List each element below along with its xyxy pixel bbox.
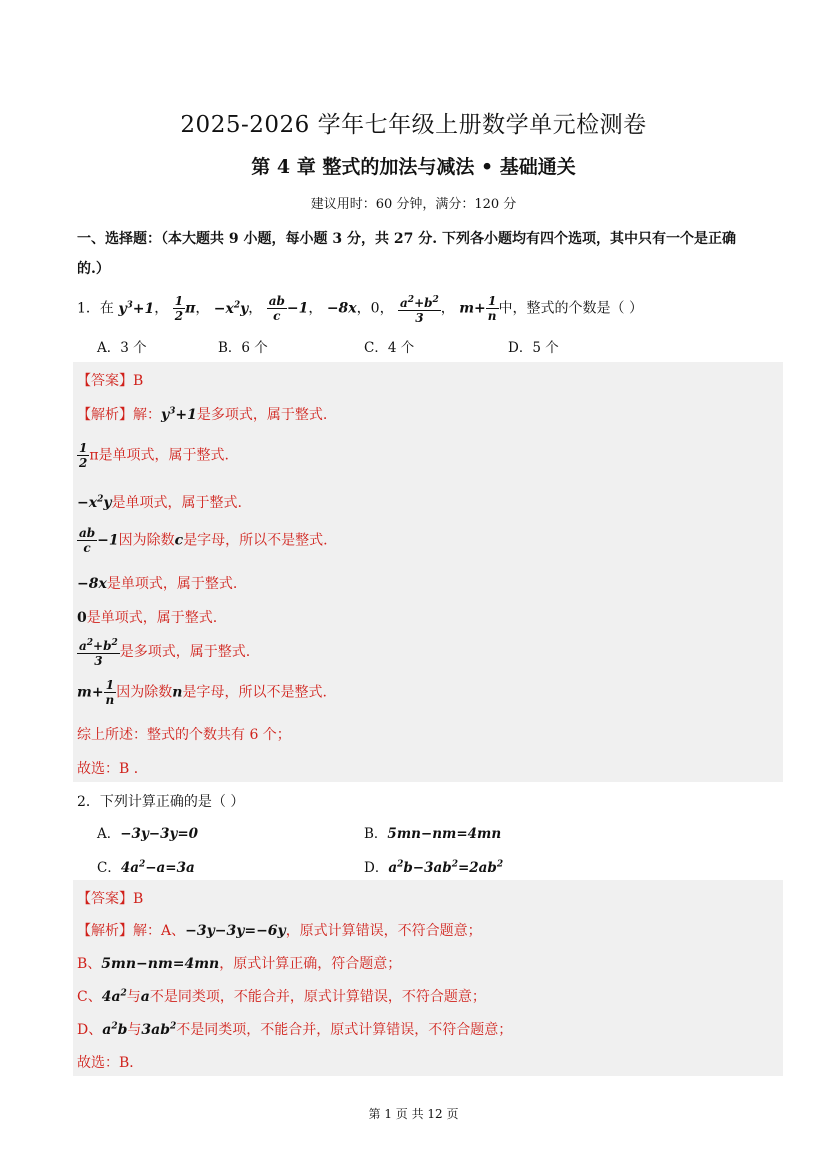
q1-analysis-1: 【解析】解：$y^3+1$是多项式，属于整式. xyxy=(77,406,328,423)
q1-choose: 故选：B ． xyxy=(77,761,148,777)
q2-choose: 故选：B． xyxy=(77,1055,144,1071)
question-2-stem: 2．下列计算正确的是（ ） xyxy=(77,794,245,810)
q2-analysis-d: D、$a^2b$与$3ab^2$不是同类项，不能合并，原式计算错误，不符合题意； xyxy=(77,1021,513,1038)
q1-option-d: D．5 个 xyxy=(508,340,559,356)
q1-analysis-8: m+ $\frac{1}{n}$ 因为除数n是字母，所以不是整式. xyxy=(77,678,327,707)
q2-solution-box xyxy=(73,880,783,1076)
q2-option-c: C．$4a^2-a=3a$ xyxy=(97,859,195,876)
q1-option-b: B．6 个 xyxy=(218,340,268,356)
q2-analysis-a: 【解析】解：A、−3y−3y=−6y，原式计算错误，不符合题意； xyxy=(77,923,482,939)
q1-analysis-7: $\frac{a^2+b^2}{3}$ 是多项式，属于整式. xyxy=(79,638,251,668)
q2-option-b: B．5mn−nm=4mn xyxy=(364,826,502,842)
q1-summary: 综上所述：整式的个数共有 6 个； xyxy=(77,727,291,743)
q2-option-d: D．$a^2b-3ab^2=2ab^2$ xyxy=(364,859,504,876)
q1-option-c: C．4 个 xyxy=(364,340,415,356)
question-1-stem: 1．在 $y^3+1$， $\frac{1}{2}$ π， $-x^2y$， $\frac{ab}{c}$ −1， −8x，0， $\frac{a^2+b^2}{3}$ ， m+ $\frac{1}{n}$ 中，整式的个数是（ ） xyxy=(77,294,643,325)
q1-analysis-2: $\frac{1}{2}$ π是单项式，属于整式. xyxy=(79,441,230,470)
document-title: 2025-2026 学年七年级上册数学单元检测卷 xyxy=(180,112,647,138)
q1-analysis-4: $\frac{ab}{c}$ −1因为除数c是字母，所以不是整式. xyxy=(79,526,328,555)
q1-analysis-5: −8x是单项式，属于整式. xyxy=(77,576,238,592)
q2-option-a: A．−3y−3y=0 xyxy=(97,826,199,842)
q1-answer: 【答案】B xyxy=(77,373,144,389)
q1-option-a: A．3 个 xyxy=(97,340,147,356)
q1-solution-box xyxy=(73,362,783,782)
q1-analysis-3: $-x^2y$是单项式，属于整式. xyxy=(77,494,242,511)
chapter-subtitle: 第 4 章 整式的加法与减法 • 基础通关 xyxy=(251,156,576,178)
section-heading: 一、选择题：（本大题共 9 小题，每小题 3 分，共 27 分. 下列各小题均有四个选项，其中只有一个是正确的.） xyxy=(77,231,736,277)
page-footer: 第 1 页 共 12 页 xyxy=(368,1107,459,1121)
q2-analysis-b: B、5mn−nm=4mn，原式计算正确，符合题意； xyxy=(77,956,402,972)
q1-analysis-6: 0是单项式，属于整式. xyxy=(77,610,218,626)
time-score-info: 建议用时：60 分钟，满分：120 分 xyxy=(310,197,517,212)
q2-answer: 【答案】B xyxy=(77,891,144,907)
q2-analysis-c: C、$4a^2$与a不是同类项，不能合并，原式计算错误，不符合题意； xyxy=(77,988,486,1005)
